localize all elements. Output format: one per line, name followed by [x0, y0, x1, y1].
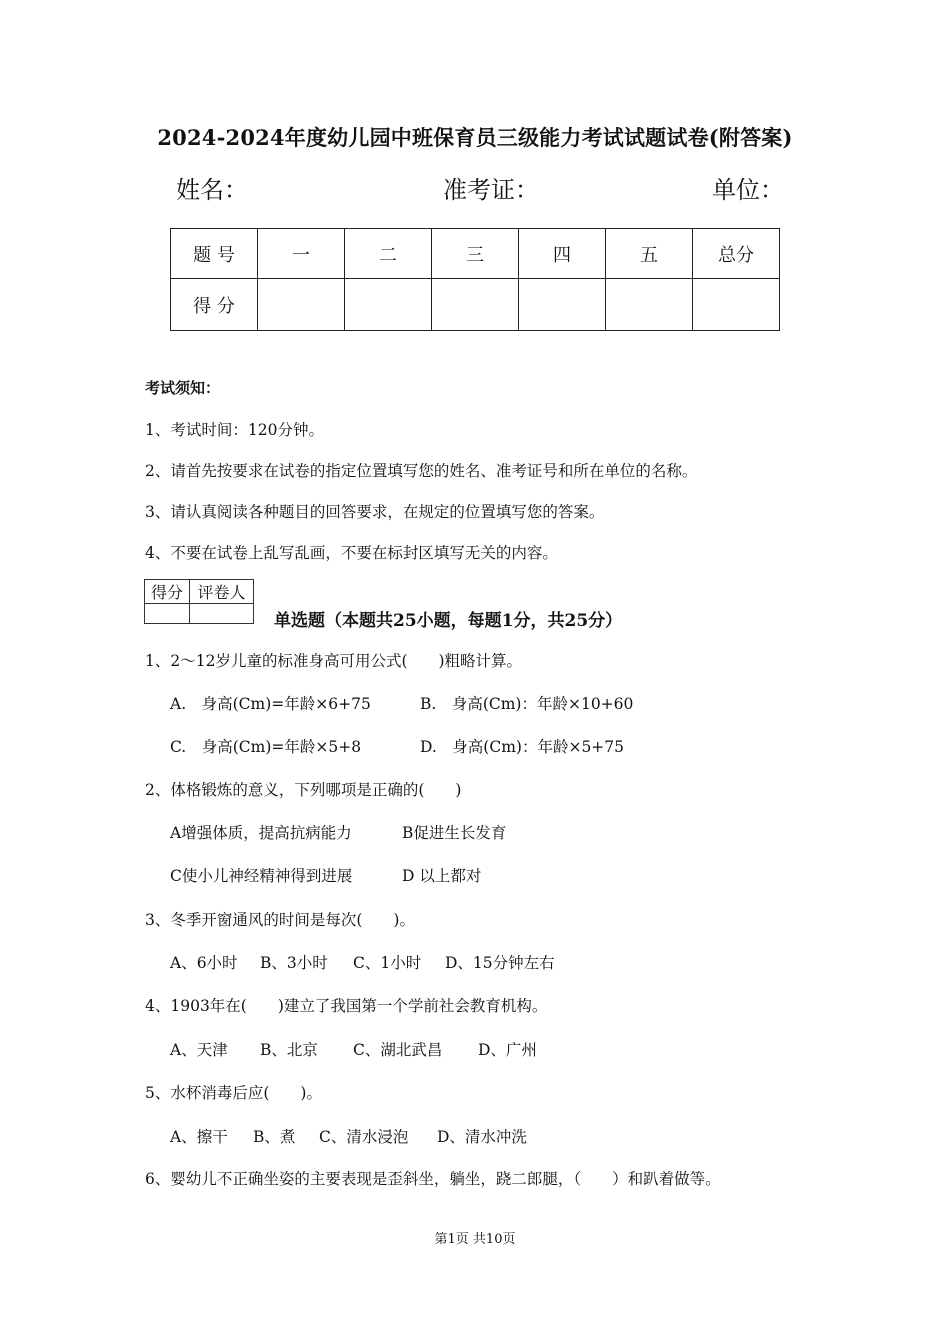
score-table-header-row — [171, 229, 780, 279]
grader-score-cell[interactable] — [145, 604, 190, 624]
question-stem: 2、体格锻炼的意义，下列哪项是正确的( ) — [145, 781, 462, 799]
score-entry-cell[interactable] — [606, 279, 693, 331]
note-item: 4、不要在试卷上乱写乱画，不要在标封区填写无关的内容。 — [145, 544, 558, 562]
question-stem: 1、2～12岁儿童的标准身高可用公式( )粗略计算。 — [145, 652, 523, 670]
question-option: C使小儿神经精神得到进展 — [170, 867, 353, 885]
question-option: A、擦干 — [170, 1128, 228, 1146]
score-table — [170, 228, 780, 331]
section-heading: 单选题（本题共25小题，每题1分，共25分） — [274, 611, 623, 631]
score-entry-cell[interactable] — [345, 279, 432, 331]
score-table-header-cell: 三 — [432, 229, 519, 279]
score-table-header-cell: 四 — [519, 229, 606, 279]
question-stem: 3、冬季开窗通风的时间是每次( )。 — [145, 911, 415, 929]
score-table-header-cell: 一 — [258, 229, 345, 279]
score-table-header-cell: 题 号 — [171, 229, 258, 279]
score-table-header-cell: 二 — [345, 229, 432, 279]
question-option: B、煮 — [253, 1128, 296, 1146]
note-item: 3、请认真阅读各种题目的回答要求，在规定的位置填写您的答案。 — [145, 503, 605, 521]
score-entry-cell[interactable] — [693, 279, 780, 331]
page-footer: 第1页 共10页 — [434, 1232, 516, 1247]
question-option: A增强体质，提高抗病能力 — [170, 824, 352, 842]
name-field-label: 姓名： — [176, 176, 248, 204]
question-option: C. 身高(Cm)=年龄×5+8 — [170, 738, 362, 756]
question-stem: 4、1903年在( )建立了我国第一个学前社会教育机构。 — [145, 997, 548, 1015]
question-option: D 以上都对 — [402, 867, 482, 885]
question-option: D、清水冲洗 — [437, 1128, 527, 1146]
note-item: 2、请首先按要求在试卷的指定位置填写您的姓名、准考证号和所在单位的名称。 — [145, 462, 698, 480]
score-entry-cell[interactable] — [432, 279, 519, 331]
grader-score-label: 得分 — [145, 580, 190, 604]
question-option: C、湖北武昌 — [353, 1041, 443, 1059]
question-option: C、清水浸泡 — [319, 1128, 409, 1146]
question-option: C、1小时 — [353, 954, 422, 972]
question-option: B. 身高(Cm)：年龄×10+60 — [420, 695, 634, 713]
notes-heading: 考试须知： — [145, 379, 221, 397]
grader-name-label: 评卷人 — [190, 580, 254, 604]
question-option: A、6小时 — [170, 954, 238, 972]
question-option: D、15分钟左右 — [445, 954, 555, 972]
question-option: B、3小时 — [260, 954, 328, 972]
score-table-score-row — [171, 279, 780, 331]
grader-box — [144, 579, 254, 624]
note-item: 1、考试时间：120分钟。 — [145, 421, 324, 439]
score-entry-cell[interactable] — [258, 279, 345, 331]
score-table-header-cell: 总分 — [693, 229, 780, 279]
question-stem: 6、婴幼儿不正确坐姿的主要表现是歪斜坐，躺坐，跷二郎腿，（ ）和趴着做等。 — [145, 1170, 721, 1188]
question-option: A、天津 — [170, 1041, 228, 1059]
unit-field-label: 单位： — [712, 176, 784, 204]
grader-name-cell[interactable] — [190, 604, 254, 624]
score-table-header-cell: 五 — [606, 229, 693, 279]
question-stem: 5、水杯消毒后应( )。 — [145, 1084, 322, 1102]
score-table-row-label: 得 分 — [171, 279, 258, 331]
question-option: B促进生长发育 — [402, 824, 507, 842]
score-entry-cell[interactable] — [519, 279, 606, 331]
page-title: 2024-2024年度幼儿园中班保育员三级能力考试试题试卷(附答案) — [157, 125, 793, 150]
question-option: B、北京 — [260, 1041, 318, 1059]
question-option: D. 身高(Cm)：年龄×5+75 — [420, 738, 625, 756]
question-option: D、广州 — [478, 1041, 537, 1059]
exam-id-field-label: 准考证： — [443, 176, 539, 204]
question-option: A. 身高(Cm)=年龄×6+75 — [170, 695, 371, 713]
